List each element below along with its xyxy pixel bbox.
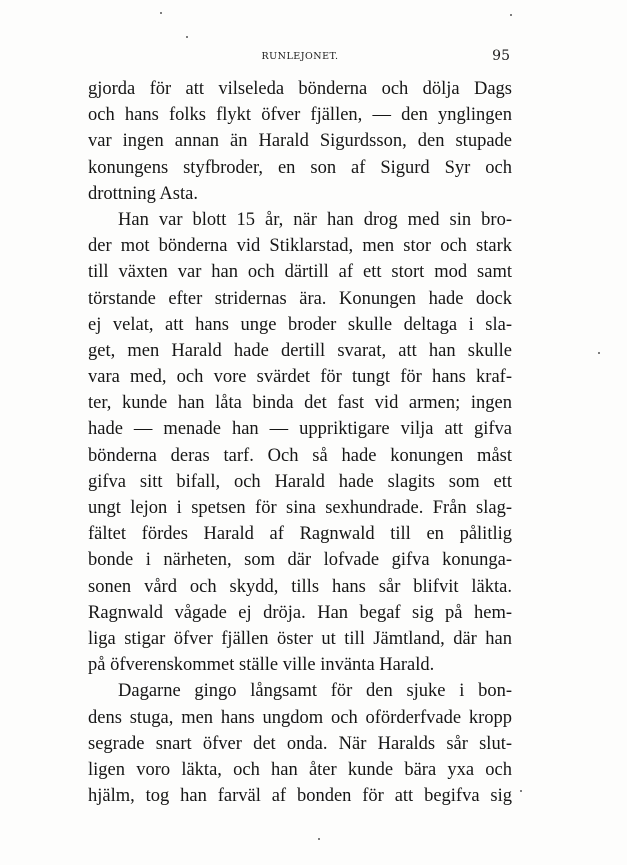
text-line: hade — menade han — uppriktigare vilja att gifva bbox=[88, 419, 512, 440]
text-line: bönderna deras tarf. Och så hade konungen måst bbox=[88, 445, 512, 466]
text-line: på öfverenskommet ställe ville invänta Harald. bbox=[88, 655, 435, 676]
text-line: fältet fördes Harald af Ragnwald till en pålitlig bbox=[88, 524, 512, 545]
text-line: bonde i närheten, som där lofvade gifva konunga- bbox=[88, 550, 512, 571]
text-line: gjorda för att vilseleda bönderna och dölja Dags bbox=[88, 79, 512, 99]
running-title: RUNLEJONET. bbox=[261, 51, 339, 62]
text-line: var ingen annan än Harald Sigurdsson, den stupade bbox=[88, 131, 512, 152]
text-line: Dagarne gingo långsamt för den sjuke i bon- bbox=[118, 681, 512, 702]
paper-speck bbox=[598, 352, 600, 354]
paper-speck bbox=[318, 838, 320, 840]
text-line: liga stigar öfver fjällen öster ut till Jämtland, där han bbox=[88, 628, 512, 649]
text-line: der mot bönderna vid Stiklarstad, men stor och stark bbox=[88, 236, 512, 257]
text-line: sonen vård och skydd, tills hans sår blifvit läkta. bbox=[88, 576, 512, 597]
running-head bbox=[88, 48, 512, 66]
text-line: Han var blott 15 år, när han drog med sin bro- bbox=[118, 209, 512, 230]
text-line: segrade snart öfver det onda. När Haralds sår slut- bbox=[88, 733, 512, 754]
text-line: vara med, och vore svärdet för tungt för hans kraf- bbox=[88, 367, 512, 388]
text-line: ungt lejon i spetsen för sina sexhundrade. Från slag- bbox=[88, 498, 512, 518]
text-line: ej velat, att hans unge broder skulle deltaga i sla- bbox=[88, 314, 512, 335]
text-line: ligen voro läkta, och han åter kunde bära yxa och bbox=[88, 759, 512, 780]
text-line: konungens styfbroder, en son af Sigurd Syr och bbox=[88, 157, 512, 178]
paper-speck bbox=[186, 36, 188, 38]
text-line: ter, kunde han låta binda det fast vid armen; ingen bbox=[88, 393, 512, 414]
text-line: gifva sitt bifall, och Harald hade slagits som ett bbox=[88, 471, 512, 492]
paper-speck bbox=[510, 14, 512, 16]
paper-speck bbox=[520, 790, 522, 792]
text-line: dens stuga, men hans ungdom och oförderfvade kropp bbox=[88, 707, 512, 728]
text-line: och hans folks flykt öfver fjällen, — den ynglingen bbox=[88, 105, 512, 126]
text-line: törstande efter stridernas ära. Konungen hade dock bbox=[88, 288, 512, 309]
text-line: get, men Harald hade dertill svarat, att han skulle bbox=[88, 340, 512, 361]
text-line: Ragnwald vågade ej dröja. Han begaf sig på hem- bbox=[88, 602, 512, 623]
text-line: drottning Asta. bbox=[88, 183, 198, 204]
text-line: hjälm, tog han farväl af bonden för att begifva sig bbox=[88, 786, 512, 807]
body-text bbox=[88, 76, 512, 809]
text-line: till växten var han och därtill af ett stort mod samt bbox=[88, 262, 512, 283]
paper-speck bbox=[160, 12, 162, 14]
page-number: 95 bbox=[492, 48, 510, 64]
